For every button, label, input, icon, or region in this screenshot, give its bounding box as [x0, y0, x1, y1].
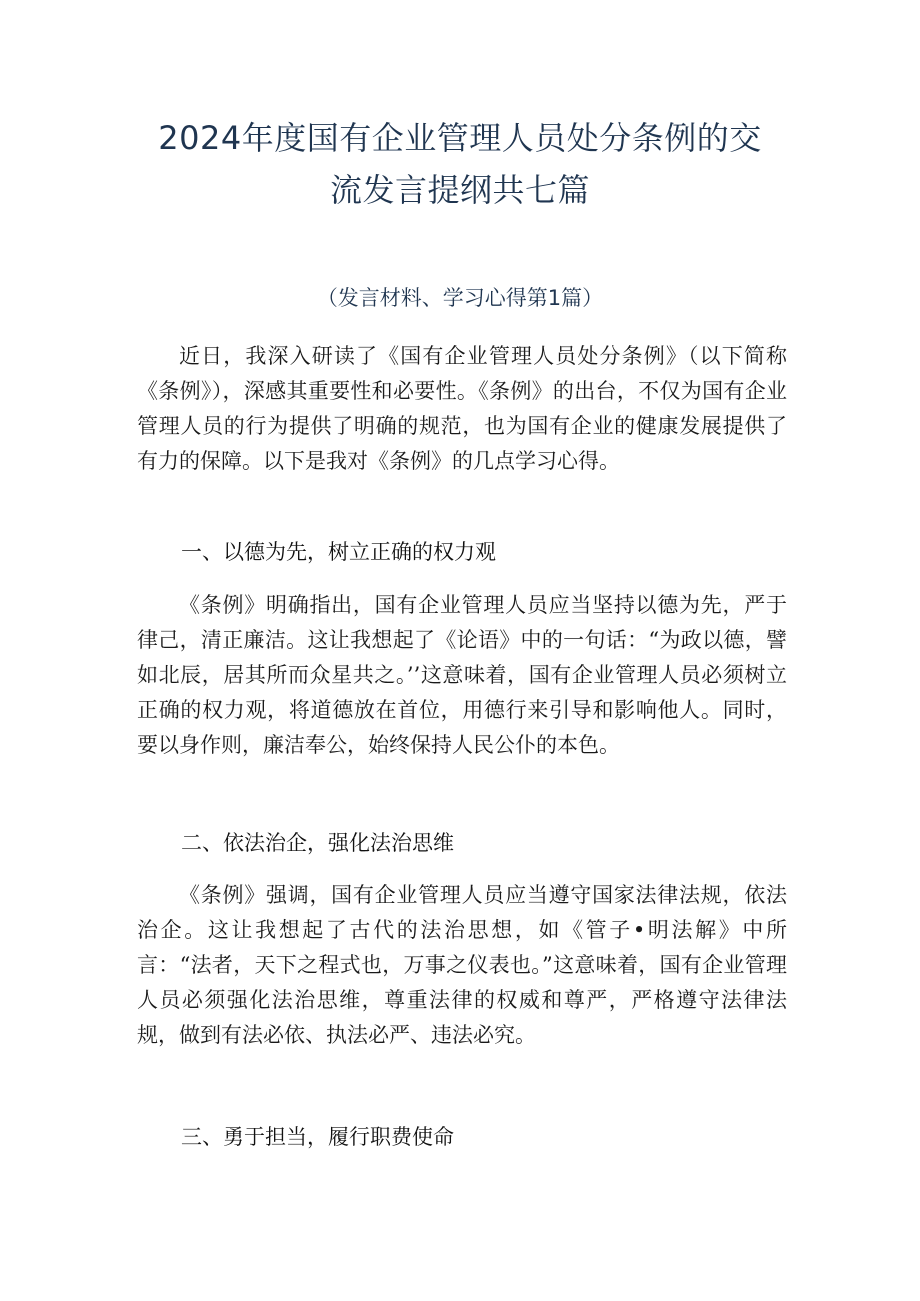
intro-paragraph: 近日，我深入研读了《国有企业管理人员处分条例》（以下简称《条例》），深感其重要性和必要性。《条例》的出台，不仅为国有企业管理人员的行为提供了明确的规范，也为国有企业的健康发展提供了有力的保障。以下是我对《条例》的几点学习心得。 [137, 344, 787, 473]
section-2-heading: 二、依法治企，强化法治思维 [181, 831, 454, 855]
section-3-heading: 三、勇于担当，履行职费使命 [181, 1125, 454, 1149]
document-subtitle: （发言材料、学习心得第1篇） [316, 286, 604, 310]
section-2-paragraph: 《条例》强调，国有企业管理人员应当遵守国家法律法规，依法治企。这让我想起了古代的法治思想，如《管子•明法解》中所言：“法者，天下之程式也，万事之仪表也。”这意味着，国有企业管理人员必须强化法治思维，尊重法律的权威和尊严，严格遵守法律法规，做到有法必依、执法必严、违法必究。 [137, 883, 787, 1047]
document-title [100, 112, 820, 216]
title-line-2: 流发言提纲共七篇 [329, 171, 590, 209]
title-line-1: 2024年度国有企业管理人员处分条例的交 [158, 119, 762, 157]
section-1-heading: 一、以德为先，树立正确的权力观 [181, 540, 496, 564]
section-1-paragraph: 《条例》明确指出，国有企业管理人员应当坚持以德为先，严于律己，清正廉洁。这让我想起了《论语》中的一句话：“为政以德，譬如北辰，居其所而众星共之。’’这意味着，国有企业管理人员必须树立正确的权力观，将道德放在首位，用德行来引导和影响他人。同时，要以身作则，廉洁奉公，始终保持人民公仆的本色。 [137, 593, 787, 757]
